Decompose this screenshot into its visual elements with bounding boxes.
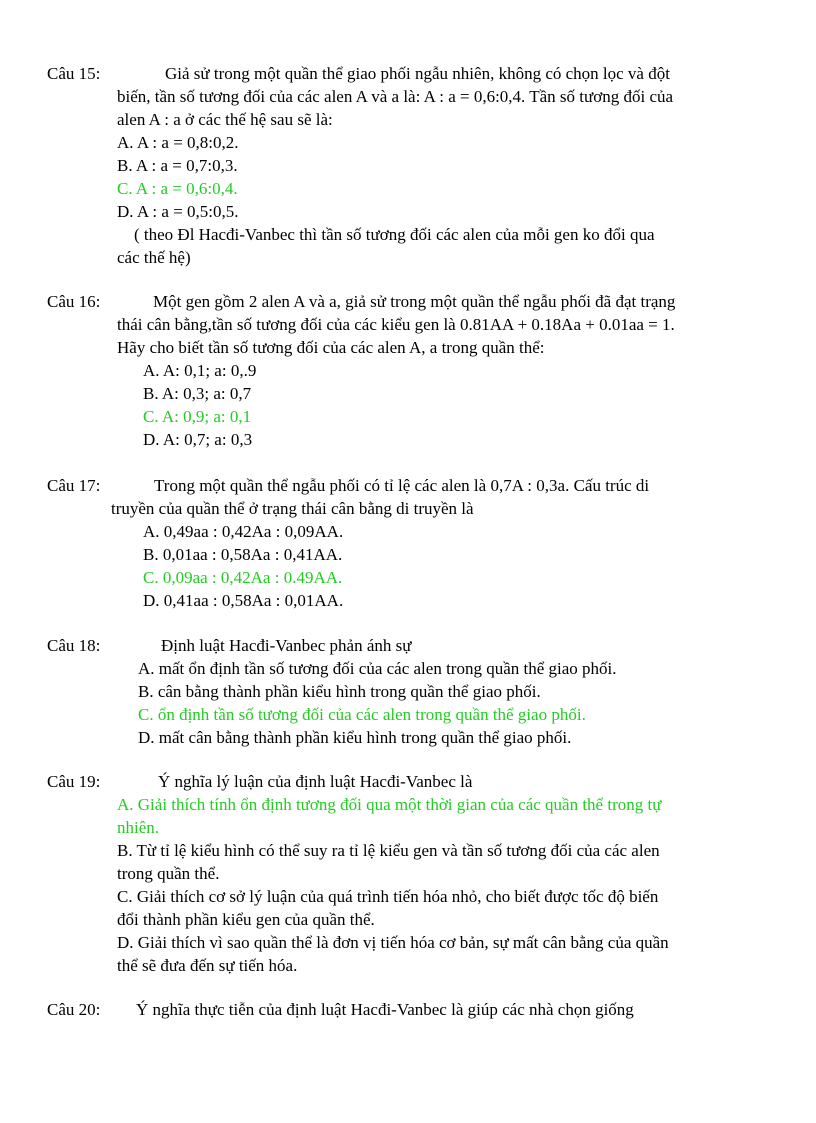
- option-a-correct: [117, 793, 757, 839]
- question-number: Câu 16:: [47, 292, 101, 311]
- question-text: [117, 634, 757, 657]
- question-line: biến, tần số tương đối của các alen A và a là: A : a = 0,6:0,4. Tần số tương đối của: [117, 87, 674, 106]
- option-d: D. 0,41aa : 0,58Aa : 0,01AA.: [143, 591, 344, 610]
- question-number: Câu 17:: [47, 476, 101, 495]
- option-a: A. A : a = 0,8:0,2.: [117, 133, 239, 152]
- options-list: [117, 131, 239, 223]
- option-d: [117, 931, 757, 977]
- question-number: Câu 15:: [47, 64, 101, 83]
- option-d: D. mất cân bằng thành phần kiểu hình trong quần thể giao phối.: [138, 728, 572, 747]
- note-line: các thế hệ): [117, 248, 191, 267]
- options-list: [117, 793, 757, 977]
- question-text: [117, 62, 757, 131]
- note-line: ( theo Đl Hacđi-Vanbec thì tần số tương đối các alen của mỗi gen ko đổi qua: [134, 225, 655, 244]
- question-line: truyền của quần thể ở trạng thái cân bằng di truyền là: [111, 499, 474, 518]
- question-text: [136, 998, 776, 1021]
- option-line: C. Giải thích cơ sở lý luận của quá trình tiến hóa nhỏ, cho biết được tốc độ biến: [117, 887, 659, 906]
- options-list: [138, 657, 617, 749]
- question-line: alen A : a ở các thế hệ sau sẽ là:: [117, 110, 333, 129]
- option-a: A. A: 0,1; a: 0,.9: [143, 361, 257, 380]
- question-line: Hãy cho biết tần số tương đối của các alen A, a trong quần thể:: [117, 338, 545, 357]
- option-line: thể sẽ đưa đến sự tiến hóa.: [117, 956, 298, 975]
- option-a: A. 0,49aa : 0,42Aa : 0,09AA.: [143, 522, 344, 541]
- option-c-correct: C. ổn định tần số tương đối của các alen trong quần thể giao phối.: [138, 705, 586, 724]
- question-number: Câu 19:: [47, 772, 101, 791]
- option-b: [117, 839, 757, 885]
- answer-note: [117, 223, 757, 269]
- question-line: Giả sử trong một quần thể giao phối ngẫu nhiên, không có chọn lọc và đột: [165, 64, 670, 83]
- question-line: Một gen gồm 2 alen A và a, giả sử trong một quần thể ngẫu phối đã đạt trạng: [153, 292, 676, 311]
- option-b: B. A: 0,3; a: 0,7: [143, 384, 252, 403]
- option-a: A. mất ổn định tần số tương đối của các alen trong quần thể giao phối.: [138, 659, 617, 678]
- options-list: [143, 520, 343, 612]
- question-number: Câu 20:: [47, 1000, 101, 1019]
- question-text: [117, 770, 757, 793]
- option-line: nhiên.: [117, 818, 160, 837]
- question-line: thái cân bằng,tần số tương đối của các kiểu gen là 0.81AA + 0.18Aa + 0.01aa = 1.: [117, 315, 675, 334]
- option-c-correct: C. A: 0,9; a: 0,1: [143, 407, 252, 426]
- option-b: B. 0,01aa : 0,58Aa : 0,41AA.: [143, 545, 343, 564]
- question-text: [111, 474, 751, 520]
- option-line: trong quần thể.: [117, 864, 220, 883]
- option-c-correct: C. A : a = 0,6:0,4.: [117, 179, 238, 198]
- option-c-correct: C. 0,09aa : 0,42Aa : 0.49AA.: [143, 568, 343, 587]
- question-line: Ý nghĩa thực tiễn của định luật Hacđi-Vanbec là giúp các nhà chọn giống: [136, 1000, 634, 1019]
- question-line: Định luật Hacđi-Vanbec phản ánh sự: [161, 636, 412, 655]
- question-text: [117, 290, 757, 359]
- option-line: B. Từ tỉ lệ kiểu hình có thể suy ra tỉ lệ kiểu gen và tần số tương đối của các alen: [117, 841, 660, 860]
- option-line: D. Giải thích vì sao quần thể là đơn vị tiến hóa cơ bản, sự mất cân bằng của quần: [117, 933, 669, 952]
- question-line: Ý nghĩa lý luận của định luật Hacđi-Vanbec là: [158, 772, 473, 791]
- option-line: đổi thành phần kiểu gen của quần thể.: [117, 910, 375, 929]
- options-list: [143, 359, 256, 451]
- option-line: A. Giải thích tính ổn định tương đối qua một thời gian của các quần thể trong tự: [117, 795, 662, 814]
- option-d: D. A: 0,7; a: 0,3: [143, 430, 253, 449]
- option-c: [117, 885, 757, 931]
- option-b: B. cân bằng thành phần kiểu hình trong quần thể giao phối.: [138, 682, 541, 701]
- option-b: B. A : a = 0,7:0,3.: [117, 156, 238, 175]
- option-d: D. A : a = 0,5:0,5.: [117, 202, 239, 221]
- question-number: Câu 18:: [47, 636, 101, 655]
- question-line: Trong một quần thể ngẫu phối có tỉ lệ các alen là 0,7A : 0,3a. Cấu trúc di: [154, 476, 650, 495]
